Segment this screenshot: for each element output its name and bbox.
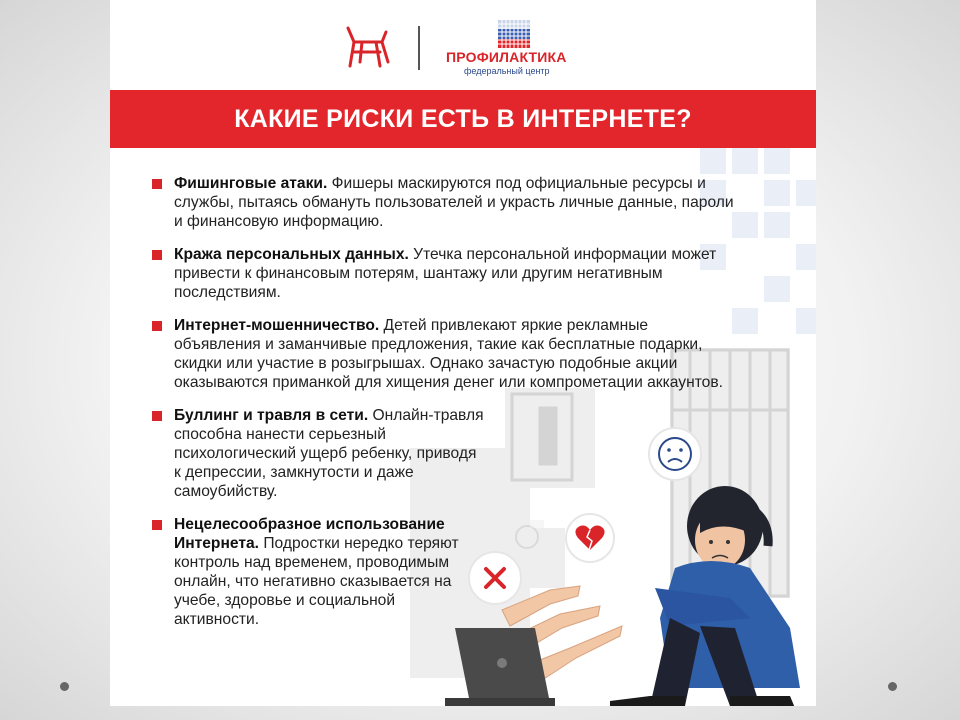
risk-title: Фишинговые атаки. xyxy=(174,175,328,192)
risk-description: Фишеры маскируются под официальные ресурсы и службы, пытаясь обмануть пользователей и украсть личные данные, пароли и финансовую информацию. xyxy=(174,175,734,230)
risk-text xyxy=(174,245,749,302)
slide-dot-left xyxy=(60,682,69,691)
list-item xyxy=(152,316,762,392)
risk-description: Утечка персональной информации может привести к финансовым потерям, шантажу или другим негативным последствиям. xyxy=(174,246,717,301)
list-item xyxy=(152,406,762,501)
chair-logo-icon xyxy=(342,22,392,70)
risk-text xyxy=(174,174,744,231)
risk-description: Подростки нередко теряют контроль над временем, проводимым онлайн, что негативно сказывается на учебе, здоровье и социальной активности. xyxy=(174,535,459,628)
list-item xyxy=(152,174,762,231)
square-bullet-icon xyxy=(152,321,162,331)
header-logos xyxy=(110,0,816,90)
infographic-card xyxy=(110,0,816,706)
risk-text xyxy=(174,515,484,629)
brand-subtitle: федеральный центр xyxy=(464,66,550,76)
risk-list xyxy=(152,174,762,643)
risk-text xyxy=(174,406,484,501)
risk-description: Онлайн-травля способна нанести серьезный психологический ущерб ребенку, приводя к депрессии, замкнутости и даже самоубийству. xyxy=(174,407,484,500)
risk-title: Кража персональных данных. xyxy=(174,246,409,263)
square-bullet-icon xyxy=(152,179,162,189)
list-item xyxy=(152,245,762,302)
square-bullet-icon xyxy=(152,520,162,530)
risk-title: Буллинг и травля в сети. xyxy=(174,407,369,424)
page-title: КАКИЕ РИСКИ ЕСТЬ В ИНТЕРНЕТЕ? xyxy=(234,104,692,133)
logo-separator xyxy=(418,26,420,70)
risk-text xyxy=(174,316,729,392)
brand-name: ПРОФИЛАКТИКА xyxy=(446,49,567,65)
flag-grid-icon xyxy=(498,20,530,48)
slide-dot-right xyxy=(888,682,897,691)
risk-title: Нецелесообразное использование Интернета. xyxy=(174,516,445,552)
square-bullet-icon xyxy=(152,411,162,421)
risk-title: Интернет-мошенничество. xyxy=(174,317,380,334)
square-bullet-icon xyxy=(152,250,162,260)
title-banner xyxy=(110,90,816,148)
risk-description: Детей привлекают яркие рекламные объявления и заманчивые предложения, такие как бесплатные подарки, скидки или участие в розыгрышах. Однако зачастую подобные акции оказываются приманкой для хищения денег или компрометации аккаунтов. xyxy=(174,317,723,391)
list-item xyxy=(152,515,762,629)
